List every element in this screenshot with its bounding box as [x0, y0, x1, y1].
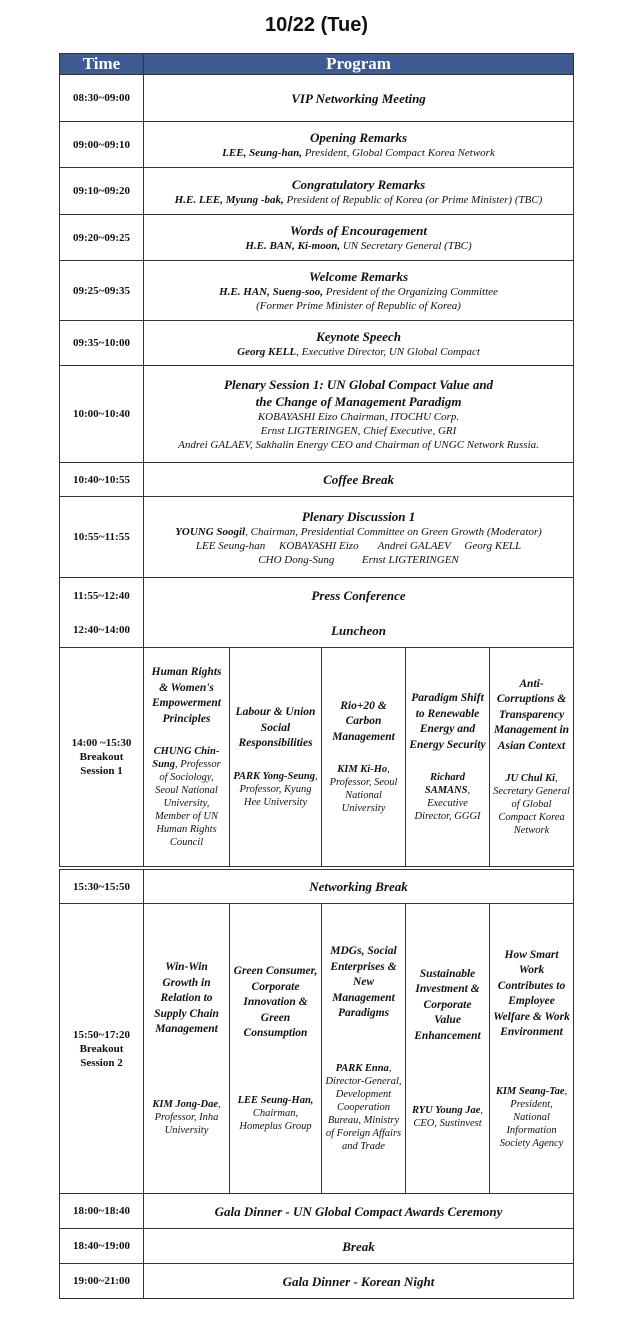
table-row — [60, 122, 574, 168]
program-cell — [144, 463, 574, 497]
program-header: Program — [144, 54, 574, 75]
session-title: Human Rights & Women's Empowerment Principles — [151, 666, 222, 725]
program-cell — [144, 497, 574, 578]
speaker-line: Andrei GALAEV, Sakhalin Energy CEO and Chairman of UNGC Network Russia. — [178, 439, 539, 451]
breakout-cell — [230, 904, 322, 1194]
speaker-line: LEE, Seung-han, President, Global Compact Korea Network — [222, 147, 495, 159]
program-title: Words of Encouragement — [290, 223, 428, 238]
speaker-line: Ernst LIGTERINGEN, Chief Executive, GRI — [260, 425, 457, 437]
time-cell: 08:30~09:00 — [60, 75, 144, 122]
table-row — [60, 497, 574, 578]
program-cell — [144, 1264, 574, 1299]
session-speaker: KIM Jong-Dae, Professor, Inha University — [152, 1098, 221, 1136]
breakout-cell — [144, 648, 230, 867]
table-row — [60, 870, 574, 904]
session-title: Labour & Union Social Responsibilities — [235, 706, 316, 750]
session-speaker: PARK Enna, Director-General, Development Cooperation Bureau, Ministry of Foreign Affairs and Trade — [325, 1062, 402, 1152]
time-cell: 19:00~21:00 — [60, 1264, 144, 1299]
time-cell: 09:00~09:10 — [60, 122, 144, 168]
program-title: Coffee Break — [323, 472, 394, 487]
session-title: MDGs, Social Enterprises & New Management Paradigms — [330, 945, 397, 1020]
time-cell: 12:40~14:00 — [60, 614, 144, 648]
time-cell: 09:10~09:20 — [60, 168, 144, 215]
program-title: Welcome Remarks — [308, 269, 409, 284]
program-cell — [144, 870, 574, 904]
time-cell: 10:40~10:55 — [60, 463, 144, 497]
session-speaker: JU Chul Ki, Secretary General of Global Compact Korea Network — [493, 773, 570, 837]
table-row — [60, 366, 574, 463]
speaker-line: Georg KELL, Executive Director, UN Global Compact — [237, 345, 480, 358]
table-row — [60, 578, 574, 614]
speaker-line: (Former Prime Minister of Republic of Korea) — [256, 300, 461, 312]
program-title: VIP Networking Meeting — [291, 90, 426, 106]
program-title: Networking Break — [309, 879, 408, 894]
session-title: Rio+20 & Carbon Management — [332, 699, 395, 743]
session-title: Win-Win Growth in Relation to Supply Chain Management — [154, 961, 219, 1036]
time-cell: 09:20~09:25 — [60, 215, 144, 261]
session-speaker: KIM Ki-Ho, Professor, Seoul National University — [329, 764, 398, 815]
speaker-line: H.E. HAN, Sueng-soo, President of the Organizing Committee — [219, 286, 498, 298]
program-title: Keynote Speech — [316, 328, 401, 344]
session-speaker: Richard SAMANS, Executive Director, GGGI — [414, 772, 481, 822]
program-cell — [144, 1194, 574, 1229]
session-speaker: CHUNG Chin-Sung, Professor of Sociology, Seoul National University, Member of UN Human Rights Council — [152, 746, 221, 848]
breakout-cell — [490, 648, 574, 867]
breakout-session-2-row — [60, 904, 574, 1194]
speaker-line: H.E. LEE, Myung -bak, President of Republic of Korea (or Prime Minister) (TBC) — [174, 193, 543, 206]
program-title: Gala Dinner - Korean Night — [282, 1273, 435, 1289]
session-speaker: RYU Young Jae, CEO, Sustinvest — [411, 1105, 484, 1130]
breakout-cell — [144, 904, 230, 1194]
session-speaker: PARK Yong-Seung, Professor, Kyung Hee University — [233, 770, 318, 808]
time-cell: 11:55~12:40 — [60, 578, 144, 614]
program-cell — [144, 366, 574, 463]
table-row — [60, 321, 574, 366]
program-title: Plenary Session 1: UN Global Compact Value and — [224, 377, 494, 392]
session-title: How Smart Work Contributes to Employee Welfare & Work Environment — [493, 948, 570, 1038]
breakout-cell — [322, 904, 406, 1194]
breakout-cell — [230, 648, 322, 867]
table-row — [60, 463, 574, 497]
speaker-line: LEE Seung-han KOBAYASHI Eizo Andrei GALAEV Georg KELL — [195, 539, 522, 552]
breakout-cell — [490, 904, 574, 1194]
table-row — [60, 1264, 574, 1299]
program-cell — [144, 1229, 574, 1264]
program-title: Luncheon — [331, 622, 386, 638]
program-title: Press Conference — [311, 588, 406, 604]
program-title: Plenary Discussion 1 — [301, 508, 416, 524]
session-title: Sustainable Investment & Corporate Value Enhancement — [414, 967, 481, 1042]
time-cell: 10:00~10:40 — [60, 366, 144, 463]
time-cell: 14:00 ~15:30 Breakout Session 1 — [60, 648, 144, 867]
program-title: Congratulatory Remarks — [291, 176, 426, 192]
session-title: Paradigm Shift to Renewable Energy and Energy Security — [409, 692, 486, 751]
breakout-cell — [406, 648, 490, 867]
page-title: 10/22 (Tue) — [265, 14, 368, 36]
table-row — [60, 1229, 574, 1264]
program-cell — [144, 614, 574, 648]
program-title: Opening Remarks — [309, 130, 408, 145]
program-cell — [144, 321, 574, 366]
speaker-line: KOBAYASHI Eizo Chairman, ITOCHU Corp. — [257, 411, 460, 423]
header-row — [60, 54, 574, 75]
speaker-line: CHO Dong-Sung Ernst LIGTERINGEN — [258, 553, 459, 566]
session-title: Green Consumer, Corporate Innovation & Green Consumption — [233, 965, 318, 1040]
speaker-line: YOUNG Soogil, Chairman, Presidential Committee on Green Growth (Moderator) — [175, 525, 542, 538]
time-cell: 15:30~15:50 — [60, 870, 144, 904]
table-row — [60, 215, 574, 261]
breakout-session-1-row — [60, 648, 574, 867]
program-cell — [144, 122, 574, 168]
program-cell — [144, 168, 574, 215]
breakout-cell — [406, 904, 490, 1194]
program-cell — [144, 261, 574, 321]
time-cell: 10:55~11:55 — [60, 497, 144, 578]
program-cell — [144, 215, 574, 261]
table-row — [60, 614, 574, 648]
table-row — [60, 75, 574, 122]
program-cell — [144, 75, 574, 122]
time-header: Time — [60, 54, 144, 75]
time-cell: 18:00~18:40 — [60, 1194, 144, 1229]
time-cell: 15:50~17:20 Breakout Session 2 — [60, 904, 144, 1194]
table-row — [60, 1194, 574, 1229]
time-cell: 09:25~09:35 — [60, 261, 144, 321]
session-speaker: KIM Seang-Tae, President, National Information Society Agency — [495, 1085, 568, 1149]
program-cell — [144, 578, 574, 614]
program-title: Break — [342, 1238, 375, 1254]
session-speaker: LEE Seung-Han, Chairman, Homeplus Group — [237, 1094, 314, 1132]
breakout-cell — [322, 648, 406, 867]
time-cell: 09:35~10:00 — [60, 321, 144, 366]
program-title: Gala Dinner - UN Global Compact Awards Ceremony — [214, 1203, 503, 1219]
session-title: Anti-Corruptions & Transparency Management in Asian Context — [493, 677, 570, 752]
speaker-line: H.E. BAN, Ki-moon, UN Secretary General (TBC) — [245, 240, 472, 252]
schedule-table — [59, 53, 574, 1299]
program-title: the Change of Management Paradigm — [255, 394, 462, 409]
table-row — [60, 261, 574, 321]
time-cell: 18:40~19:00 — [60, 1229, 144, 1264]
table-row — [60, 168, 574, 215]
